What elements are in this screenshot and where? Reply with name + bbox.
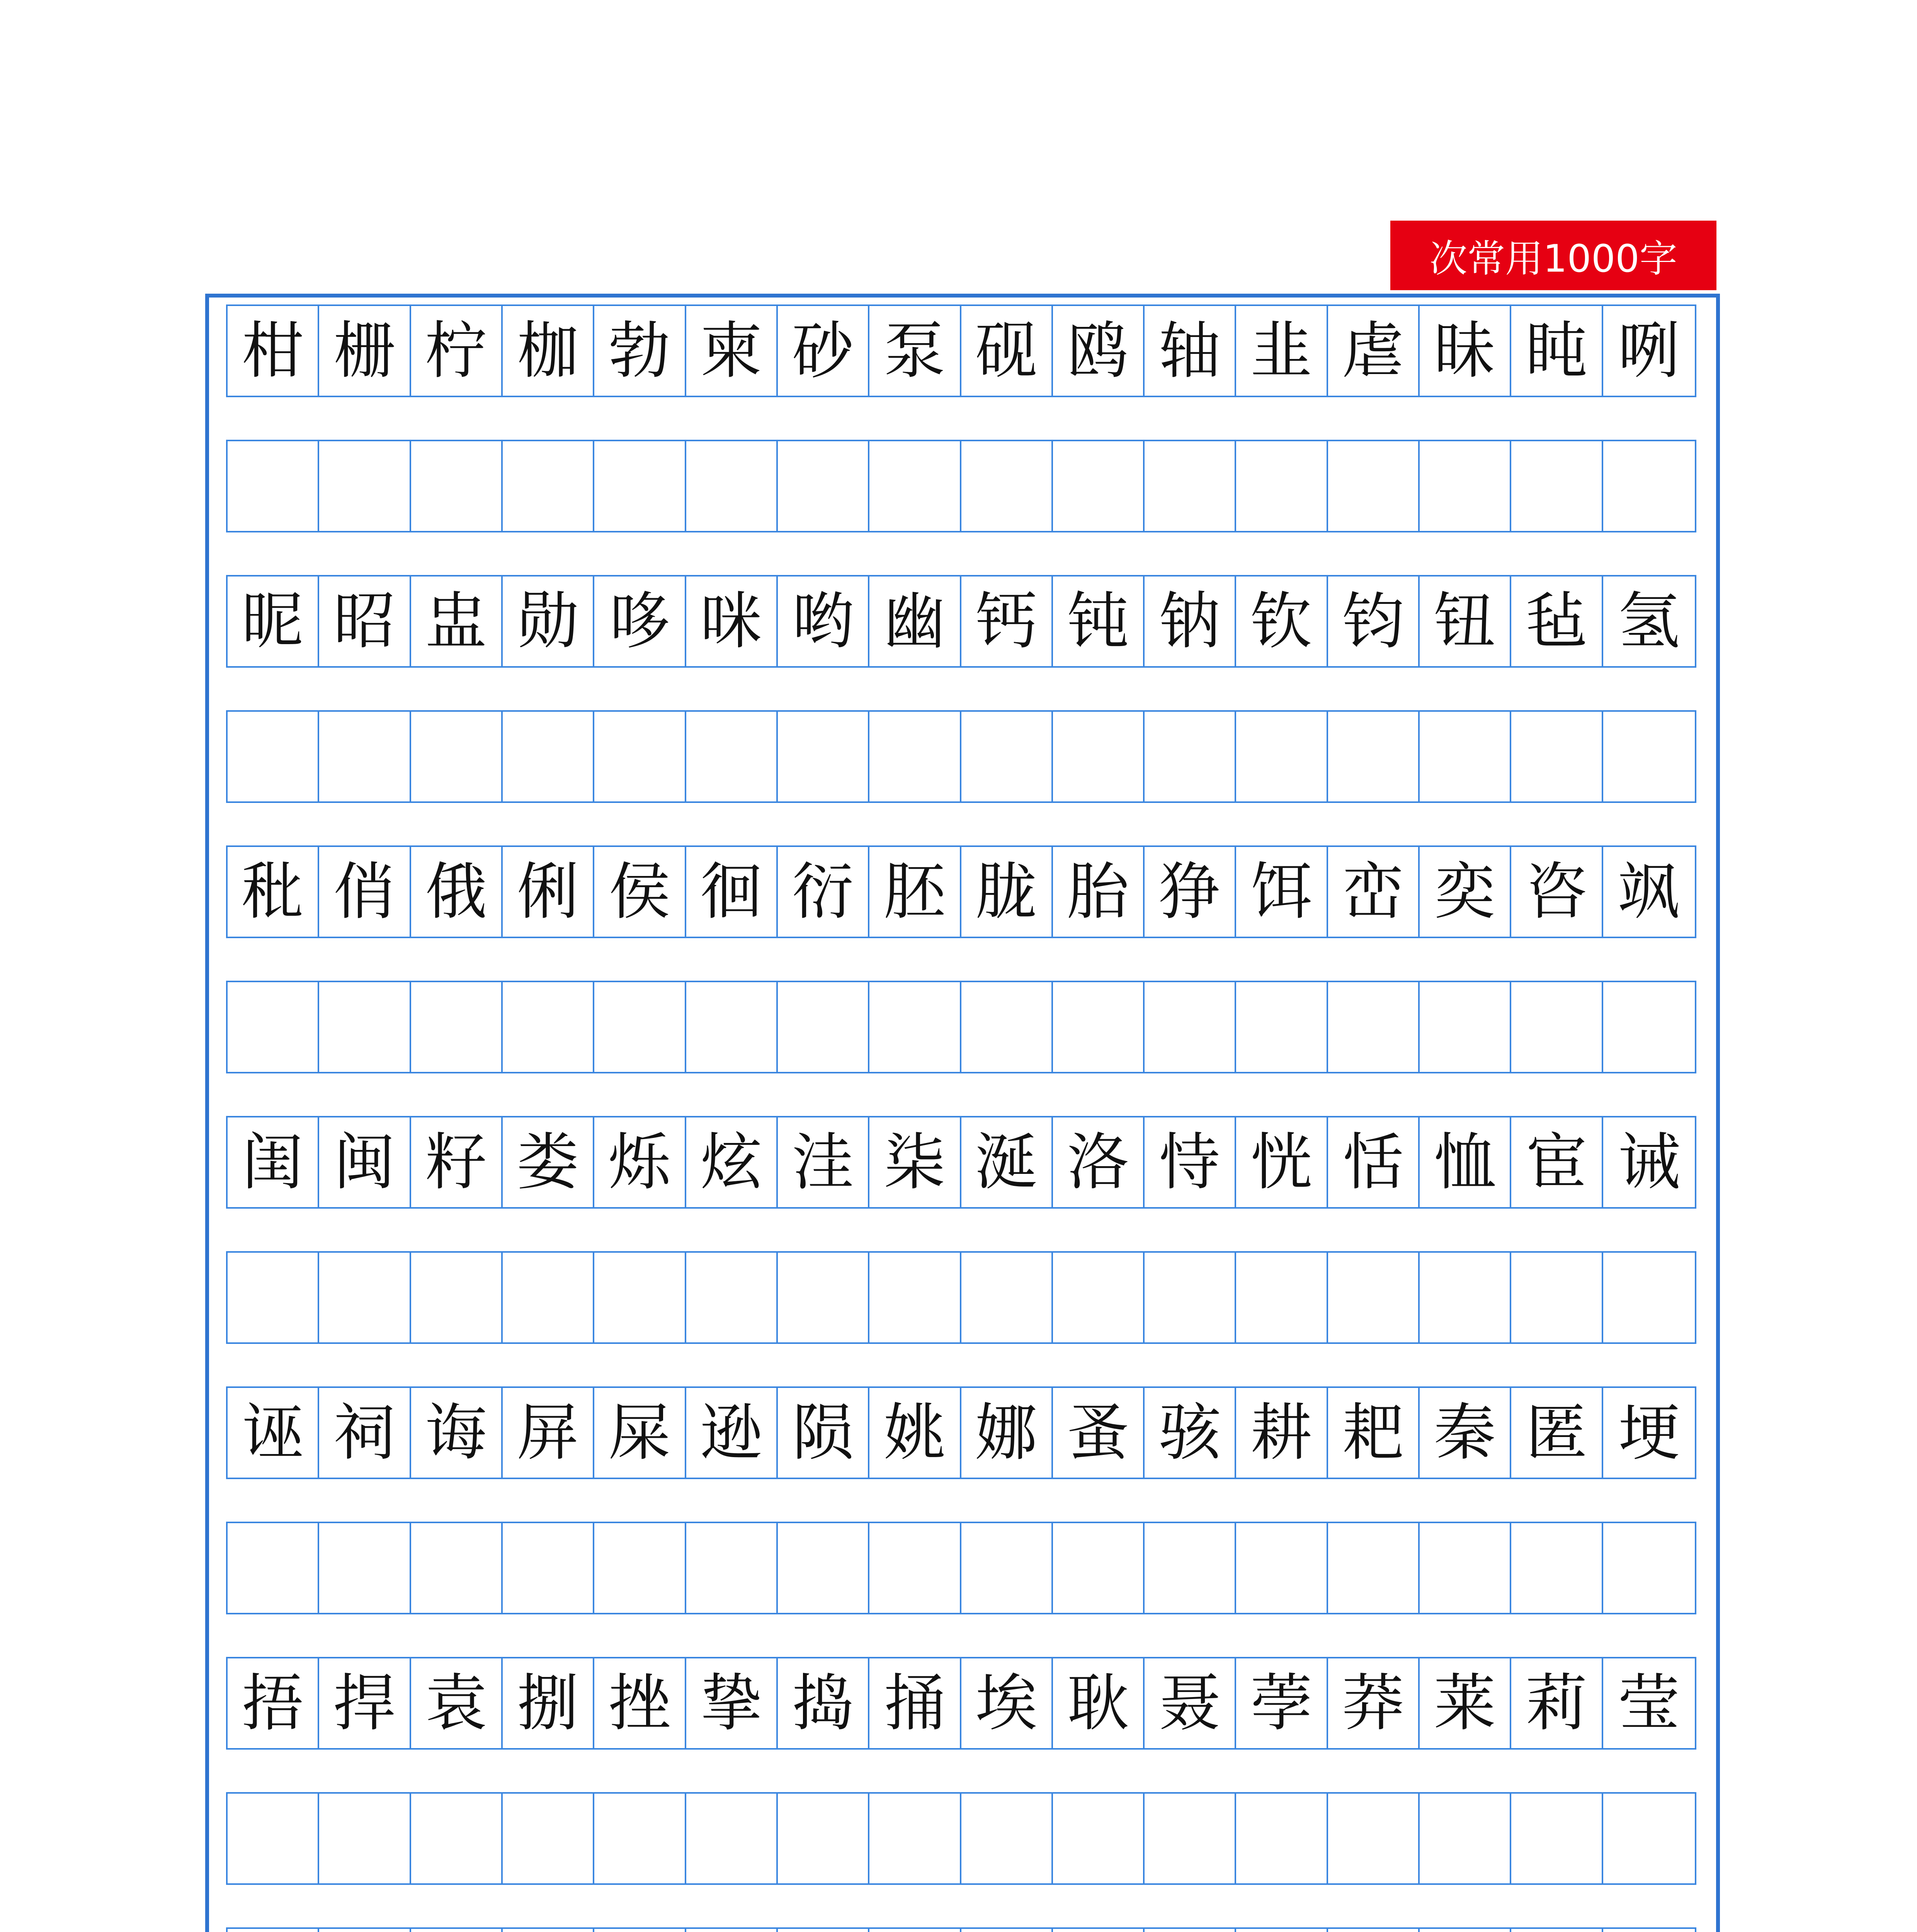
character-cell: 轴	[1145, 306, 1236, 396]
practice-cell[interactable]	[1328, 1253, 1420, 1342]
practice-cell[interactable]	[1236, 982, 1328, 1072]
practice-cell[interactable]	[1511, 712, 1603, 801]
character-cell: 枷	[503, 306, 594, 396]
practice-cell[interactable]	[411, 982, 503, 1072]
practice-cell[interactable]	[1328, 441, 1420, 531]
practice-cell[interactable]	[594, 712, 686, 801]
character-cell: 秕	[228, 847, 319, 937]
practice-cell[interactable]	[1511, 982, 1603, 1072]
practice-cell[interactable]	[1603, 982, 1695, 1072]
practice-cell[interactable]	[686, 441, 778, 531]
practice-cell[interactable]	[1603, 1794, 1695, 1883]
character-cell: 蚤	[1053, 1388, 1145, 1478]
character-cell: 屏	[503, 1388, 594, 1478]
practice-cell[interactable]	[503, 982, 594, 1072]
character-cell: 泵	[869, 306, 961, 396]
character-cell: 炫	[686, 1117, 778, 1207]
practice-cell[interactable]	[228, 1253, 319, 1342]
section-tag: 次常用1000字	[1390, 221, 1716, 290]
practice-cell[interactable]	[1236, 712, 1328, 801]
practice-cell[interactable]	[228, 1523, 319, 1613]
character-cell: 钦	[1236, 577, 1328, 666]
practice-cell[interactable]	[503, 1794, 594, 1883]
practice-cell[interactable]	[1328, 1523, 1420, 1613]
practice-cell[interactable]	[1420, 1253, 1511, 1342]
character-cell: 狰	[1145, 847, 1236, 937]
character-cell: 氢	[1618, 585, 1680, 657]
practice-cell[interactable]	[1145, 1523, 1236, 1613]
character-cell: 恬	[1328, 1117, 1420, 1207]
character-cell: 韭	[1236, 306, 1328, 396]
character-cell	[1053, 1929, 1145, 1932]
practice-cell[interactable]	[961, 1253, 1053, 1342]
practice-cell[interactable]	[228, 982, 319, 1072]
character-cell	[1420, 1929, 1511, 1932]
character-cell: 埃	[961, 1658, 1053, 1748]
character-cell: 钝	[1053, 577, 1145, 666]
character-cell: 宦	[1511, 1117, 1603, 1207]
character-cell: 闽	[319, 1117, 411, 1207]
character-cell	[503, 1929, 594, 1932]
practice-cell[interactable]	[869, 1253, 961, 1342]
character-cell: 徊	[686, 847, 778, 937]
character-cell: 捣	[778, 1658, 869, 1748]
practice-cell[interactable]	[1053, 1253, 1145, 1342]
character-cell	[1236, 1929, 1328, 1932]
character-cell: 捅	[869, 1658, 961, 1748]
character-cell: 饵	[1236, 847, 1328, 937]
practice-cell[interactable]	[1145, 712, 1236, 801]
practice-cell[interactable]	[411, 1794, 503, 1883]
practice-cell[interactable]	[594, 1523, 686, 1613]
character-row	[226, 304, 1696, 397]
character-cell	[1603, 1929, 1695, 1932]
character-cell	[1328, 1929, 1420, 1932]
practice-cell[interactable]	[869, 982, 961, 1072]
practice-cell[interactable]	[1420, 1794, 1511, 1883]
practice-cell[interactable]	[319, 1253, 411, 1342]
practice-cell[interactable]	[1053, 712, 1145, 801]
character-cell: 捍	[319, 1658, 411, 1748]
character-cell: 俄	[411, 847, 503, 937]
practice-cell[interactable]	[961, 1794, 1053, 1883]
practice-cell[interactable]	[961, 712, 1053, 801]
character-cell	[961, 1929, 1053, 1932]
character-cell: 昧	[1420, 306, 1511, 396]
character-cell: 挫	[594, 1658, 686, 1748]
practice-cell[interactable]	[778, 1253, 869, 1342]
character-cell: 娄	[503, 1117, 594, 1207]
character-cell: 莉	[1511, 1658, 1603, 1748]
practice-cell[interactable]	[1511, 1253, 1603, 1342]
character-cell	[594, 1929, 686, 1932]
practice-cell[interactable]	[778, 982, 869, 1072]
character-cell: 虐	[1328, 306, 1420, 396]
practice-cell[interactable]	[319, 712, 411, 801]
practice-cell[interactable]	[594, 441, 686, 531]
character-cell: 洼	[778, 1117, 869, 1207]
character-row	[226, 1386, 1696, 1479]
practice-cell[interactable]	[1145, 1794, 1236, 1883]
character-cell: 胚	[869, 847, 961, 937]
practice-cell[interactable]	[1145, 982, 1236, 1072]
practice-cell[interactable]	[1053, 1794, 1145, 1883]
character-cell: 逊	[686, 1388, 778, 1478]
practice-cell[interactable]	[686, 712, 778, 801]
character-cell: 砚	[961, 306, 1053, 396]
practice-cell[interactable]	[228, 441, 319, 531]
practice-cell[interactable]	[411, 1253, 503, 1342]
practice-row	[226, 1522, 1696, 1614]
character-cell: 柬	[686, 306, 778, 396]
practice-cell[interactable]	[319, 982, 411, 1072]
practice-cell[interactable]	[1328, 712, 1420, 801]
practice-cell[interactable]	[319, 1794, 411, 1883]
practice-row	[226, 440, 1696, 532]
practice-cell[interactable]	[778, 712, 869, 801]
practice-cell[interactable]	[1511, 1794, 1603, 1883]
character-cell: 奕	[1420, 847, 1511, 937]
character-cell: 耕	[1236, 1388, 1328, 1478]
character-cell: 钧	[1328, 577, 1420, 666]
practice-row	[226, 1251, 1696, 1344]
practice-cell[interactable]	[503, 1523, 594, 1613]
character-cell: 勃	[594, 306, 686, 396]
practice-cell[interactable]	[778, 441, 869, 531]
character-cell: 秦	[1420, 1388, 1511, 1478]
character-cell	[1511, 1929, 1603, 1932]
practice-cell[interactable]	[1603, 712, 1695, 801]
character-cell: 袁	[411, 1658, 503, 1748]
practice-cell[interactable]	[1603, 1253, 1695, 1342]
practice-cell[interactable]	[1145, 441, 1236, 531]
character-cell: 咪	[686, 577, 778, 666]
character-cell: 诲	[411, 1388, 503, 1478]
practice-cell[interactable]	[1053, 1523, 1145, 1613]
character-cell: 籽	[411, 1117, 503, 1207]
character-cell: 砂	[778, 306, 869, 396]
character-cell: 衍	[778, 847, 869, 937]
character-cell: 钙	[961, 577, 1053, 666]
character-cell: 柑	[228, 306, 319, 396]
character-cell: 峦	[1328, 847, 1420, 937]
character-cell: 勋	[503, 577, 594, 666]
practice-cell[interactable]	[411, 441, 503, 531]
practice-cell[interactable]	[1511, 441, 1603, 531]
practice-cell[interactable]	[1420, 1523, 1511, 1613]
practice-cell[interactable]	[1420, 441, 1511, 531]
practice-cell[interactable]	[594, 1794, 686, 1883]
character-row	[226, 575, 1696, 668]
character-cell: 幽	[869, 577, 961, 666]
practice-cell[interactable]	[1236, 441, 1328, 531]
character-cell: 诬	[228, 1388, 319, 1478]
practice-row	[226, 981, 1696, 1073]
practice-cell[interactable]	[1236, 1523, 1328, 1613]
character-row	[226, 845, 1696, 938]
character-cell: 恃	[1145, 1117, 1236, 1207]
character-cell: 莽	[1328, 1658, 1420, 1748]
practice-cell[interactable]	[503, 712, 594, 801]
character-cell: 荸	[1236, 1658, 1328, 1748]
practice-cell[interactable]	[228, 1794, 319, 1883]
character-cell: 闺	[228, 1117, 319, 1207]
character-cell: 柠	[411, 306, 503, 396]
practice-cell[interactable]	[594, 982, 686, 1072]
character-cell: 陨	[778, 1388, 869, 1478]
practice-cell[interactable]	[686, 982, 778, 1072]
character-cell: 昵	[228, 577, 319, 666]
practice-cell[interactable]	[961, 441, 1053, 531]
character-cell: 钮	[1420, 577, 1511, 666]
practice-cell[interactable]	[961, 982, 1053, 1072]
practice-cell[interactable]	[503, 441, 594, 531]
character-cell: 胧	[961, 847, 1053, 937]
character-cell: 毡	[1511, 577, 1603, 666]
character-cell: 匿	[1511, 1388, 1603, 1478]
character-cell: 洛	[1053, 1117, 1145, 1207]
practice-cell[interactable]	[1236, 1253, 1328, 1342]
character-row	[226, 1116, 1696, 1209]
character-cell: 烁	[594, 1117, 686, 1207]
practice-row	[226, 710, 1696, 803]
character-cell: 哆	[594, 577, 686, 666]
practice-row	[226, 1792, 1696, 1885]
practice-cell[interactable]	[1603, 1523, 1695, 1613]
character-cell: 飒	[1618, 855, 1680, 928]
character-cell: 莹	[1618, 1667, 1680, 1739]
character-cell	[228, 1929, 319, 1932]
practice-cell[interactable]	[228, 712, 319, 801]
character-cell: 钠	[1145, 577, 1236, 666]
character-cell: 涎	[961, 1117, 1053, 1207]
practice-cell[interactable]	[1145, 1253, 1236, 1342]
practice-cell[interactable]	[778, 1794, 869, 1883]
practice-cell[interactable]	[1420, 982, 1511, 1072]
character-cell: 挚	[686, 1658, 778, 1748]
character-cell: 祠	[319, 1388, 411, 1478]
character-cell: 捌	[503, 1658, 594, 1748]
character-cell	[686, 1929, 778, 1932]
character-cell: 柒	[869, 1117, 961, 1207]
character-cell: 恍	[1236, 1117, 1328, 1207]
character-cell: 耙	[1328, 1388, 1420, 1478]
character-cell: 咧	[1618, 315, 1680, 387]
character-cell: 栅	[319, 306, 411, 396]
practice-cell[interactable]	[411, 712, 503, 801]
practice-cell[interactable]	[503, 1253, 594, 1342]
character-cell: 盅	[411, 577, 503, 666]
character-cell: 捂	[228, 1658, 319, 1748]
practice-cell[interactable]	[319, 441, 411, 531]
practice-cell[interactable]	[1511, 1523, 1603, 1613]
character-cell: 骇	[1145, 1388, 1236, 1478]
character-cell: 昭	[319, 577, 411, 666]
character-cell: 诫	[1618, 1126, 1680, 1198]
practice-cell[interactable]	[686, 1794, 778, 1883]
character-cell: 咨	[1511, 847, 1603, 937]
practice-cell[interactable]	[869, 1794, 961, 1883]
character-cell: 鸥	[1053, 306, 1145, 396]
practice-cell[interactable]	[1420, 712, 1511, 801]
practice-cell[interactable]	[686, 1253, 778, 1342]
practice-cell[interactable]	[1603, 441, 1695, 531]
character-cell: 俏	[319, 847, 411, 937]
character-cell: 埂	[1618, 1396, 1680, 1469]
practice-cell[interactable]	[869, 712, 961, 801]
practice-grid	[226, 304, 1696, 1932]
practice-cell[interactable]	[686, 1523, 778, 1613]
character-cell: 屎	[594, 1388, 686, 1478]
practice-cell[interactable]	[319, 1523, 411, 1613]
character-row	[226, 1657, 1696, 1750]
character-cell: 盹	[1511, 306, 1603, 396]
practice-cell[interactable]	[411, 1523, 503, 1613]
practice-cell[interactable]	[1053, 441, 1145, 531]
practice-cell[interactable]	[869, 441, 961, 531]
practice-cell[interactable]	[869, 1523, 961, 1613]
character-cell: 俐	[503, 847, 594, 937]
practice-cell[interactable]	[961, 1523, 1053, 1613]
character-cell: 莱	[1420, 1658, 1511, 1748]
character-cell: 娜	[961, 1388, 1053, 1478]
practice-cell[interactable]	[594, 1253, 686, 1342]
practice-cell[interactable]	[1328, 1794, 1420, 1883]
character-cell: 哟	[778, 577, 869, 666]
character-cell	[778, 1929, 869, 1932]
character-cell	[319, 1929, 411, 1932]
practice-cell[interactable]	[1053, 982, 1145, 1072]
character-cell: 聂	[1145, 1658, 1236, 1748]
character-cell	[1145, 1929, 1236, 1932]
practice-cell[interactable]	[1236, 1794, 1328, 1883]
character-cell: 恤	[1420, 1117, 1511, 1207]
character-cell: 耿	[1053, 1658, 1145, 1748]
character-cell: 胎	[1053, 847, 1145, 937]
character-row	[226, 1927, 1696, 1932]
character-cell	[411, 1929, 503, 1932]
practice-cell[interactable]	[778, 1523, 869, 1613]
character-cell	[869, 1929, 961, 1932]
character-cell: 侯	[594, 847, 686, 937]
practice-cell[interactable]	[1328, 982, 1420, 1072]
character-cell: 姚	[869, 1388, 961, 1478]
